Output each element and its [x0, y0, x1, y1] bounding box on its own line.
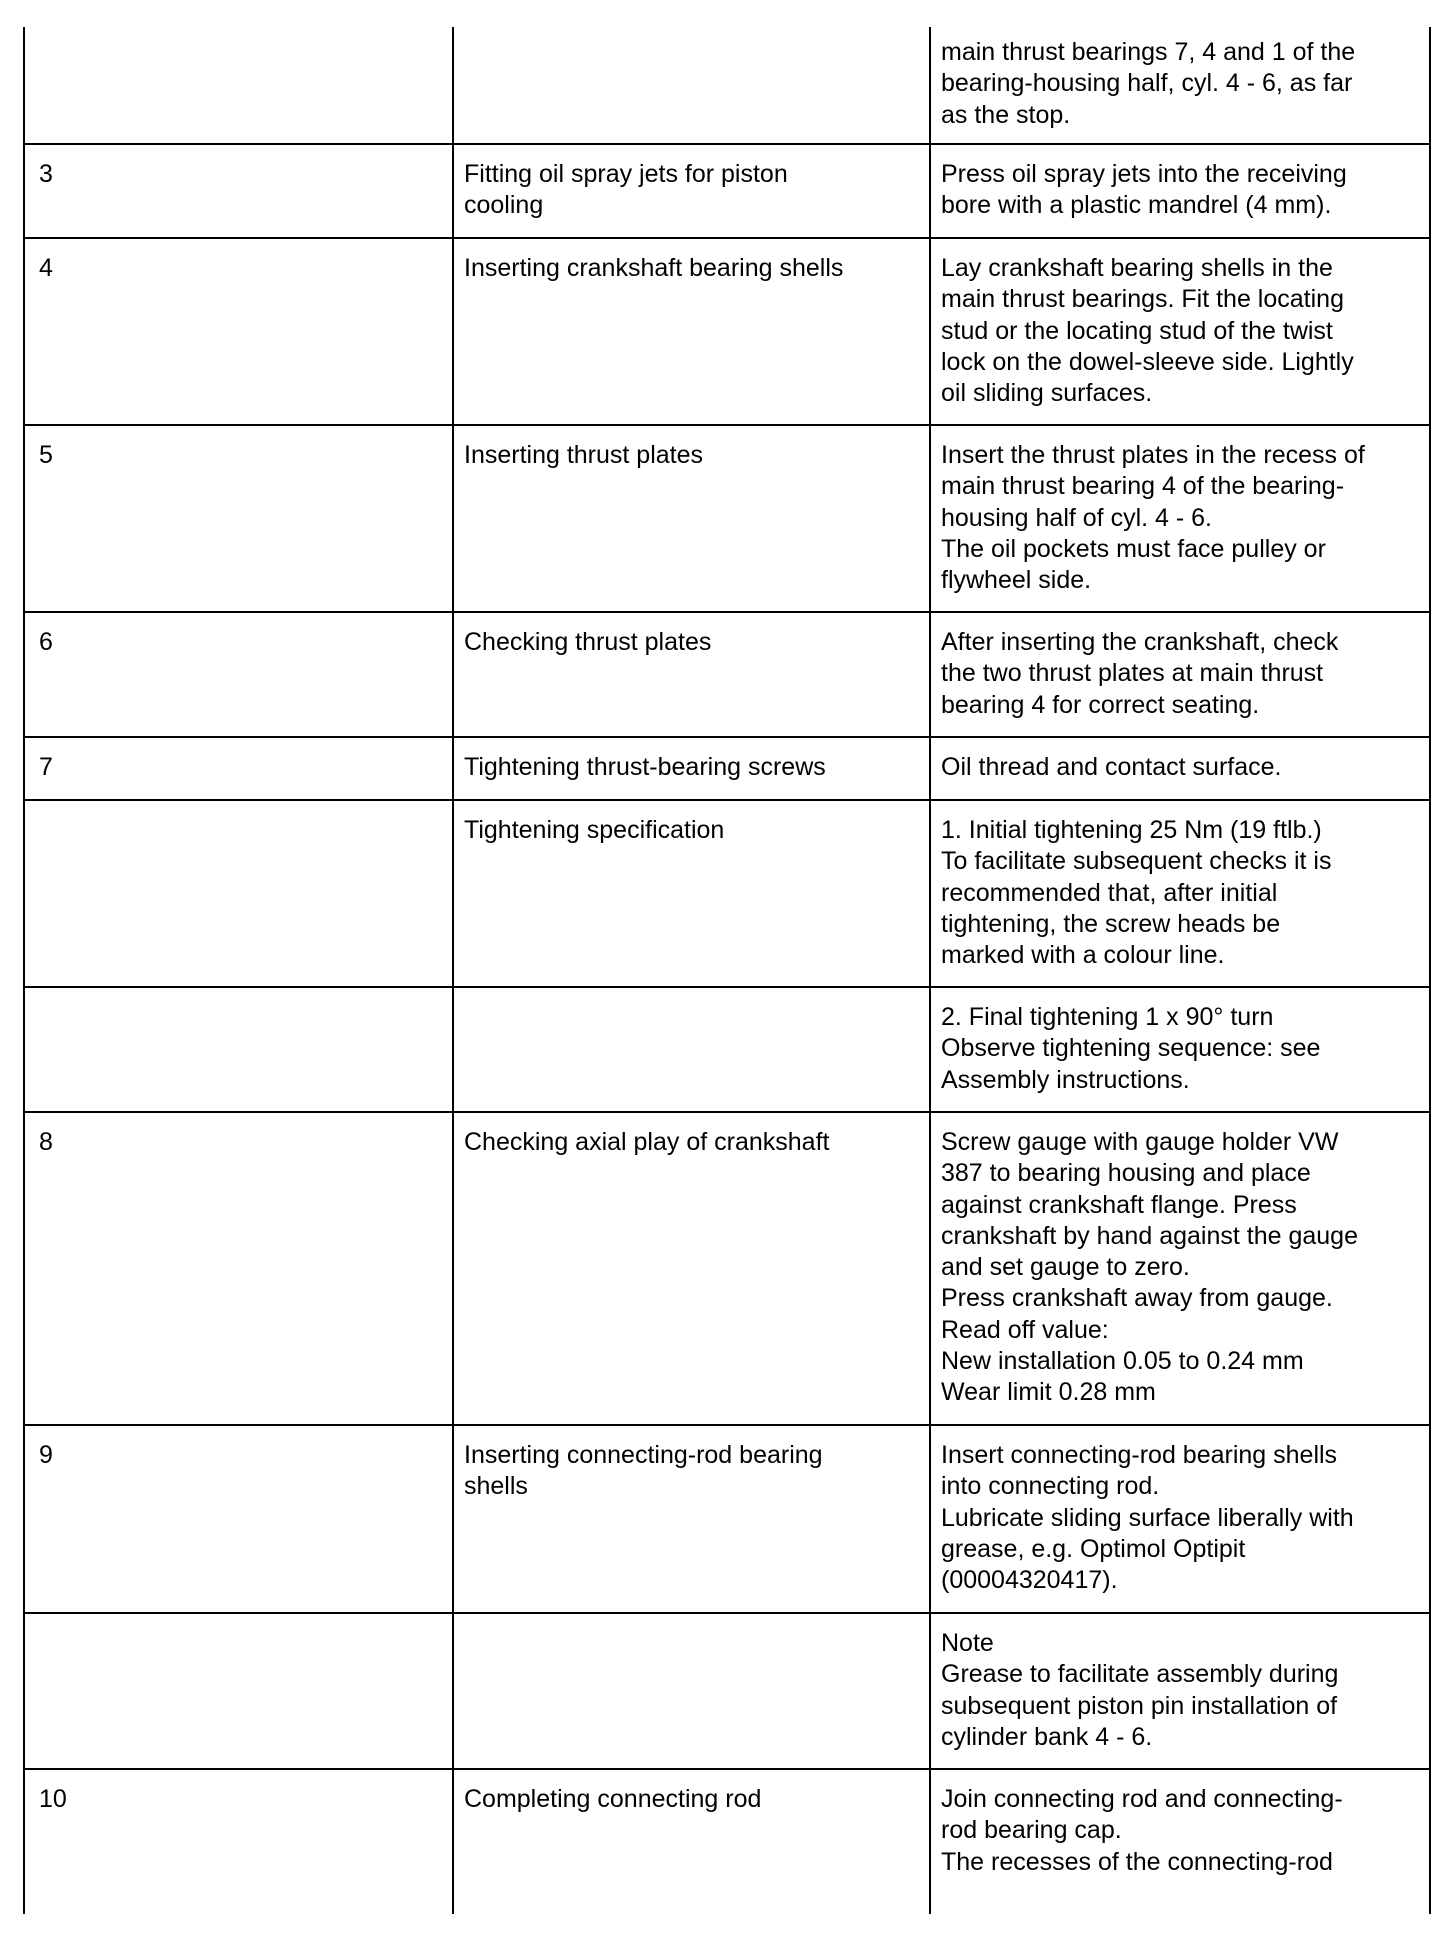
table-row: [24, 1613, 1430, 1769]
operation-details: Oil thread and contact surface.: [930, 737, 1430, 800]
step-number: [24, 800, 453, 987]
operation-details: Note Grease to facilitate assembly during subsequent piston pin installation of cylinder bank 4 - 6.: [930, 1613, 1430, 1769]
operation-title: Tightening thrust-bearing screws: [453, 737, 930, 800]
table-row: [24, 1425, 1430, 1613]
operation-title: Checking thrust plates: [453, 612, 930, 737]
operation-details: After inserting the crankshaft, check the two thrust plates at main thrust bearing 4 for correct seating.: [930, 612, 1430, 737]
operation-details: main thrust bearings 7, 4 and 1 of the bearing-housing half, cyl. 4 - 6, as far as the stop.: [930, 27, 1430, 144]
step-number: 8: [24, 1112, 453, 1425]
table-row: [24, 612, 1430, 737]
step-number: [24, 1613, 453, 1769]
table-row: [24, 238, 1430, 425]
step-number: 6: [24, 612, 453, 737]
step-number: [24, 27, 453, 144]
operation-details: Insert the thrust plates in the recess of main thrust bearing 4 of the bearing- housing half of cyl. 4 - 6. The oil pockets must face pulley or flywheel side.: [930, 425, 1430, 612]
operation-title: [453, 27, 930, 144]
operation-details: 2. Final tightening 1 x 90° turn Observe tightening sequence: see Assembly instructions.: [930, 987, 1430, 1112]
step-number: 10: [24, 1769, 453, 1914]
table-row: [24, 1112, 1430, 1425]
operation-title: [453, 1613, 930, 1769]
operation-title: Completing connecting rod: [453, 1769, 930, 1914]
operation-details: 1. Initial tightening 25 Nm (19 ftlb.) To facilitate subsequent checks it is recommended that, after initial tightening, the screw heads be marked with a colour line.: [930, 800, 1430, 987]
operation-title: Fitting oil spray jets for piston cooling: [453, 144, 930, 238]
table-row: [24, 1769, 1430, 1914]
table-row: [24, 737, 1430, 800]
table-row: [24, 144, 1430, 238]
operation-title: Checking axial play of crankshaft: [453, 1112, 930, 1425]
step-number: [24, 987, 453, 1112]
operation-details: Insert connecting-rod bearing shells into connecting rod. Lubricate sliding surface liberally with grease, e.g. Optimol Optipit (00004320417).: [930, 1425, 1430, 1613]
operation-title: Tightening specification: [453, 800, 930, 987]
operation-title: [453, 987, 930, 1112]
step-number: 3: [24, 144, 453, 238]
step-number: 4: [24, 238, 453, 425]
table-row: [24, 800, 1430, 987]
step-number: 5: [24, 425, 453, 612]
operation-details: Press oil spray jets into the receiving bore with a plastic mandrel (4 mm).: [930, 144, 1430, 238]
operation-title: Inserting thrust plates: [453, 425, 930, 612]
step-number: 7: [24, 737, 453, 800]
table-row: [24, 987, 1430, 1112]
procedure-table: [23, 27, 1431, 1914]
table-row: [24, 425, 1430, 612]
step-number: 9: [24, 1425, 453, 1613]
table-row: [24, 27, 1430, 144]
operation-details: Join connecting rod and connecting- rod bearing cap. The recesses of the connecting-rod: [930, 1769, 1430, 1914]
operation-title: Inserting crankshaft bearing shells: [453, 238, 930, 425]
operation-title: Inserting connecting-rod bearing shells: [453, 1425, 930, 1613]
operation-details: Lay crankshaft bearing shells in the main thrust bearings. Fit the locating stud or the locating stud of the twist lock on the dowel-sleeve side. Lightly oil sliding surfaces.: [930, 238, 1430, 425]
operation-details: Screw gauge with gauge holder VW 387 to bearing housing and place against crankshaft flange. Press crankshaft by hand against the gauge and set gauge to zero. Press crankshaft away from gauge. Read off value: New installation 0.05 to 0.24 mm Wear limit 0.28 mm: [930, 1112, 1430, 1425]
